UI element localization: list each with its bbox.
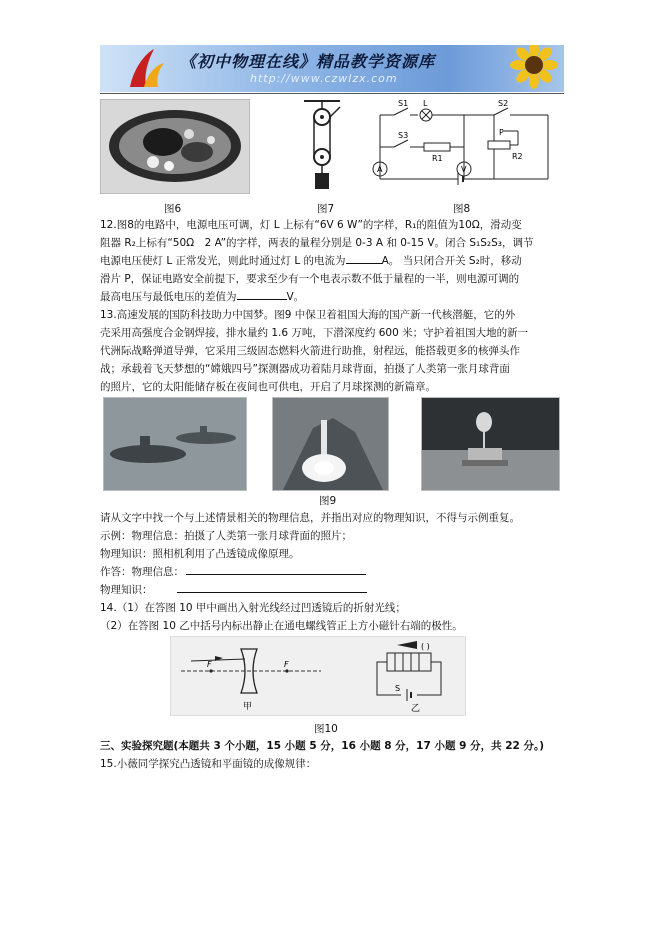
header-rule bbox=[100, 93, 564, 94]
q14-part-1: 14.（1）在答图 10 甲中画出入射光线经过凹透镜后的折射光线； bbox=[100, 602, 406, 614]
fig10-yi-label: 乙 bbox=[411, 704, 421, 714]
q12-line-3 bbox=[100, 252, 522, 270]
q13-answer-knowledge-label: 物理知识： bbox=[100, 584, 153, 596]
p-label: P bbox=[499, 128, 504, 137]
q13-example-knowledge: 物理知识：照相机利用了凸透镜成像原理。 bbox=[100, 548, 300, 560]
ammeter-label: A bbox=[377, 165, 383, 174]
q12-line-2: 阻器 R₂上标有“50Ω 2 A”的字样，两表的量程分别是 0-3 A 和 0-15 V。闭合 S₁S₂S₃，调节 bbox=[100, 237, 534, 249]
s2-label: S2 bbox=[498, 99, 509, 108]
q13-example-info: 示例：物理信息：拍摄了人类第一张月球背面的照片； bbox=[100, 530, 352, 542]
figure-10 bbox=[170, 636, 466, 716]
figure-6-photo bbox=[100, 99, 250, 194]
q13-answer-knowledge-row bbox=[100, 581, 367, 599]
figure-8-caption: 图8 bbox=[453, 203, 471, 215]
q13-line-5: 的照片，它的太阳能储存板在夜间也可供电，开启了月球探测的新篇章。 bbox=[100, 381, 436, 393]
q14-part-2: （2）在答图 10 乙中括号内标出静止在通电螺线管正上方小磁针右端的极性。 bbox=[100, 620, 463, 632]
q13-instruction: 请从文字中找一个与上述情景相关的物理信息，并指出对应的物理知识，不得与示例重复。 bbox=[100, 512, 520, 524]
voltmeter-label: V bbox=[461, 165, 467, 174]
fig10-needle-paren: ( ) bbox=[421, 642, 430, 651]
q13-answer-knowledge-blank[interactable] bbox=[177, 581, 367, 593]
q12-line-1: 12.图8的电路中，电源电压可调，灯 L 上标有“6V 6 W”的字样，R₁的阻值为10Ω，滑动变 bbox=[100, 219, 522, 231]
q13-answer-info-label: 作答：物理信息： bbox=[100, 566, 184, 578]
logo-icon bbox=[124, 47, 168, 89]
q12-line-3a: 电源电压使灯 L 正常发光，则此时通过灯 L 的电流为 bbox=[100, 255, 346, 267]
q13-line-2: 壳采用高强度合金钢焊接，排水量约 1.6 万吨，下潜深度约 600 米；守护着祖国大地的新一 bbox=[100, 327, 529, 339]
s1-label: S1 bbox=[398, 99, 409, 108]
q13-answer-info-row bbox=[100, 563, 366, 581]
figure-9-rocket-photo bbox=[272, 397, 389, 491]
q13-line-1: 13.高速发展的国防科技助力中国梦。图9 中保卫着祖国大海的国产新一代核潜艇，它的外 bbox=[100, 309, 516, 321]
q15-intro: 15.小薇同学探究凸透镜和平面镜的成像规律： bbox=[100, 758, 317, 770]
figure-7-caption: 图7 bbox=[317, 203, 335, 215]
section-3-heading: 三、实验探究题(本题共 3 个小题，15 小题 5 分，16 小题 8 分，17 小题 9 分，共 22 分。) bbox=[100, 740, 545, 752]
q12-line-5 bbox=[100, 288, 304, 306]
q12-line-5b: V。 bbox=[286, 291, 305, 303]
figure-9-moon-rover-photo bbox=[421, 397, 560, 491]
fig10-jia-label: 甲 bbox=[243, 702, 253, 712]
header-banner bbox=[100, 45, 564, 92]
figure-9-caption: 图9 bbox=[319, 495, 337, 507]
figure-10-caption: 图10 bbox=[314, 723, 338, 735]
q12-line-4: 滑片 P，保证电路安全前提下，要求至少有一个电表示数不低于量程的一半，则电源可调的 bbox=[100, 273, 520, 285]
figure-6-caption: 图6 bbox=[164, 203, 182, 215]
q12-blank-current[interactable] bbox=[346, 252, 382, 264]
q13-answer-info-blank[interactable] bbox=[186, 563, 366, 575]
q12-line-3b: A。 当只闭合开关 S₂时，移动 bbox=[381, 255, 522, 267]
q12-blank-voltage[interactable] bbox=[237, 288, 287, 300]
q12-line-5a: 最高电压与最低电压的差值为 bbox=[100, 291, 237, 303]
figure-8-circuit bbox=[368, 97, 564, 195]
l-label: L bbox=[423, 99, 428, 108]
sunflower-icon bbox=[494, 45, 564, 92]
figure-7-pulley bbox=[300, 99, 345, 191]
q13-line-4: 战；承载着飞天梦想的“嫦娥四号”探测器成功着陆月球背面，拍摄了人类第一张月球背面 bbox=[100, 363, 510, 375]
banner-url: http://www.czwlzx.com bbox=[250, 72, 398, 85]
banner-title: 《初中物理在线》精品教学资源库 bbox=[180, 52, 436, 71]
q13-line-3: 代洲际战略弹道导弹，它采用三级固态燃料火箭进行助推，射程远，能搭载更多的核弹头作 bbox=[100, 345, 520, 357]
fig10-switch-label: S bbox=[395, 684, 401, 693]
s3-label: S3 bbox=[398, 131, 409, 140]
figure-9-submarine-photo bbox=[103, 397, 247, 491]
r1-label: R1 bbox=[432, 154, 443, 163]
fig10-focus-left-label: F bbox=[207, 660, 212, 669]
fig10-focus-right-label: F bbox=[284, 660, 289, 669]
r2-label: R2 bbox=[512, 152, 523, 161]
